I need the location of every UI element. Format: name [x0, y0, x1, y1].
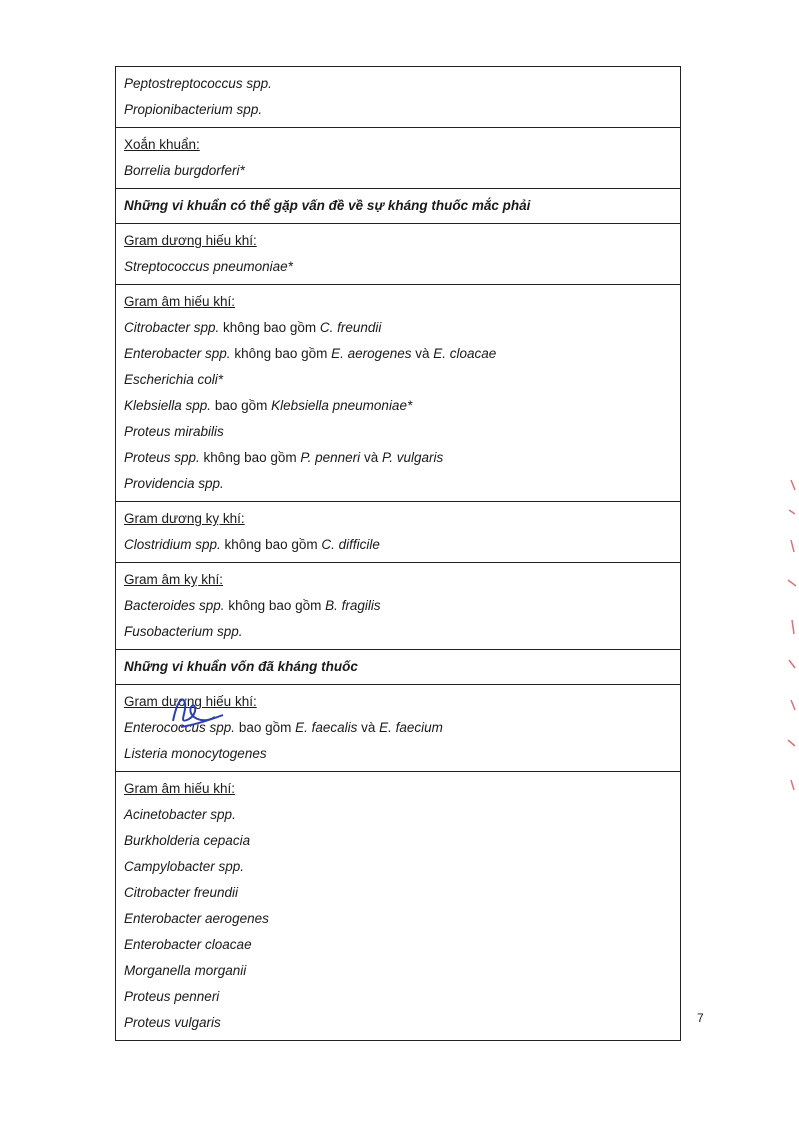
text-segment: Gram dương hiếu khí:	[124, 694, 257, 709]
text-segment: Morganella morganii	[124, 963, 247, 978]
table-line	[124, 776, 680, 802]
text-segment: Enterobacter cloacae	[124, 937, 252, 952]
table-line	[124, 71, 680, 97]
text-segment: Providencia spp.	[124, 476, 224, 491]
text-segment: Campylobacter spp.	[124, 859, 245, 874]
text-segment: không bao gồm	[219, 320, 320, 335]
text-segment: Peptostreptococcus spp.	[124, 76, 272, 91]
text-segment: và	[411, 346, 434, 361]
text-segment: Proteus mirabilis	[124, 424, 224, 439]
table-line	[124, 132, 680, 158]
text-segment: Streptococcus pneumoniae*	[124, 259, 293, 274]
table-line	[124, 932, 680, 958]
text-segment: Escherichia coli*	[124, 372, 224, 387]
text-segment: Clostridium spp.	[124, 537, 221, 552]
text-segment: không bao gồm	[199, 450, 301, 465]
table-line	[124, 341, 680, 367]
text-segment: E. aerogenes	[331, 346, 412, 361]
table-line	[124, 802, 680, 828]
table-section	[116, 563, 680, 650]
table-section	[116, 772, 680, 1040]
text-segment: Proteus vulgaris	[124, 1015, 221, 1030]
table-line	[124, 619, 680, 645]
text-segment: B. fragilis	[325, 598, 381, 613]
text-segment: không bao gồm	[230, 346, 332, 361]
bacteria-table	[115, 66, 681, 1041]
table-line	[124, 532, 680, 558]
table-section	[116, 128, 680, 189]
text-segment: Acinetobacter spp.	[124, 807, 236, 822]
table-line	[124, 880, 680, 906]
table-line	[124, 254, 680, 280]
table-section	[116, 67, 680, 128]
table-line	[124, 741, 680, 767]
text-segment: Klebsiella pneumoniae*	[271, 398, 413, 413]
text-segment: P. penneri	[300, 450, 361, 465]
text-segment: Enterobacter spp.	[124, 346, 231, 361]
table-line	[124, 228, 680, 254]
text-segment: bao gồm	[235, 720, 296, 735]
table-line	[124, 158, 680, 184]
text-segment: Gram âm kỵ khí:	[124, 572, 224, 587]
text-segment: Gram dương hiếu khí:	[124, 233, 257, 248]
text-segment: Citrobacter spp.	[124, 320, 220, 335]
text-segment: Gram âm hiếu khí:	[124, 294, 236, 309]
table-section	[116, 189, 680, 224]
table-line	[124, 315, 680, 341]
text-segment: không bao gồm	[224, 598, 326, 613]
text-segment: Enterobacter aerogenes	[124, 911, 269, 926]
text-segment: Proteus spp.	[124, 450, 200, 465]
table-line	[124, 958, 680, 984]
stamp-edge-marks	[779, 470, 799, 800]
table-section	[116, 650, 680, 685]
table-line	[124, 654, 680, 680]
table-line	[124, 419, 680, 445]
table-line	[124, 289, 680, 315]
table-line	[124, 984, 680, 1010]
text-segment: C. difficile	[321, 537, 380, 552]
table-line	[124, 445, 680, 471]
text-segment: Những vi khuẩn có thể gặp vấn đề về sự kháng thuốc mắc phải	[124, 198, 531, 213]
table-line	[124, 393, 680, 419]
text-segment: P. vulgaris	[381, 450, 444, 465]
text-segment: Citrobacter freundii	[124, 885, 239, 900]
table-line	[124, 193, 680, 219]
table-section	[116, 502, 680, 563]
text-segment: Gram dương kỵ khí:	[124, 511, 245, 526]
table-line	[124, 906, 680, 932]
text-segment: Xoắn khuẩn:	[124, 137, 200, 152]
text-segment: Propionibacterium spp.	[124, 102, 263, 117]
table-line	[124, 97, 680, 123]
text-segment: Burkholderia cepacia	[124, 833, 251, 848]
text-segment: và	[357, 720, 380, 735]
text-segment: E. cloacae	[433, 346, 497, 361]
table-section	[116, 285, 680, 502]
text-segment: Những vi khuẩn vốn đã kháng thuốc	[124, 659, 358, 674]
table-line	[124, 1010, 680, 1036]
table-line	[124, 367, 680, 393]
text-segment: E. faecium	[379, 720, 443, 735]
text-segment: Listeria monocytogenes	[124, 746, 267, 761]
table-line	[124, 567, 680, 593]
text-segment: Gram âm hiếu khí:	[124, 781, 236, 796]
text-segment: Enterococcus spp.	[124, 720, 236, 735]
text-segment: C. freundii	[319, 320, 382, 335]
table-line	[124, 506, 680, 532]
signature-scribble	[163, 691, 233, 733]
text-segment: Proteus penneri	[124, 989, 220, 1004]
table-line	[124, 471, 680, 497]
table-line	[124, 854, 680, 880]
text-segment: Bacteroides spp.	[124, 598, 225, 613]
text-segment: bao gồm	[211, 398, 272, 413]
text-segment: Borrelia burgdorferi*	[124, 163, 245, 178]
text-segment: Fusobacterium spp.	[124, 624, 243, 639]
text-segment: và	[360, 450, 382, 465]
page-number: 7	[697, 1011, 704, 1025]
text-segment: Klebsiella spp.	[124, 398, 212, 413]
table-line	[124, 593, 680, 619]
text-segment: E. faecalis	[295, 720, 358, 735]
table-line	[124, 828, 680, 854]
table-section	[116, 224, 680, 285]
text-segment: không bao gồm	[220, 537, 322, 552]
